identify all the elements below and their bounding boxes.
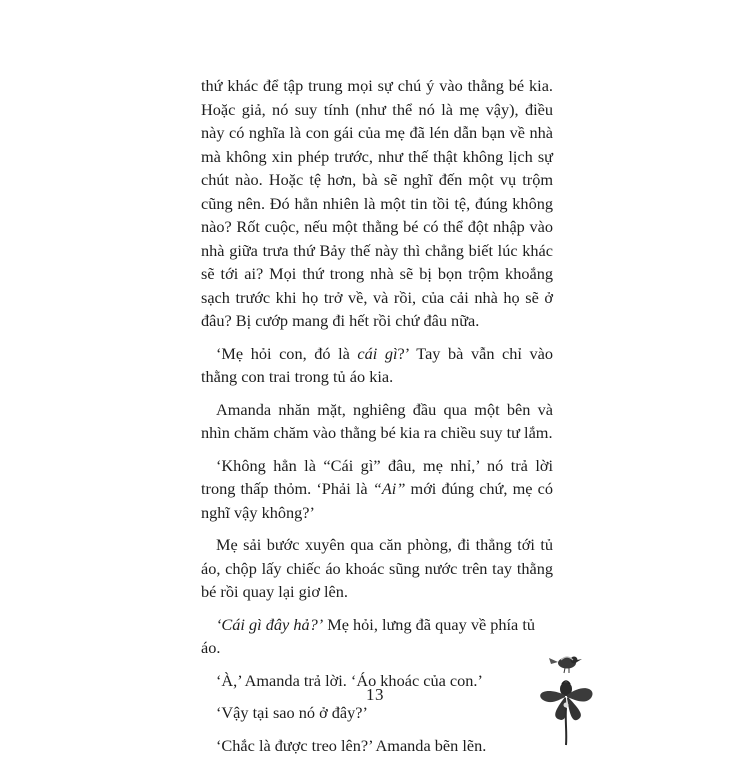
paragraph-6: ‘Cái gì đây hả?’ Mẹ hỏi, lưng đã quay về phía tủ áo.	[201, 614, 536, 657]
paragraph-2: ‘Mẹ hỏi con, đó là cái gì?’ Tay bà vẫn chỉ vào thằng con trai trong tủ áo kia.	[201, 343, 554, 386]
paragraph-5: Mẹ sải bước xuyên qua căn phòng, đi thẳng tới tủ áo, chộp lấy chiếc áo khoác sũng nước trên tay thằng bé rồi quay lại giơ lên.	[201, 535, 553, 601]
paragraph-8: ‘Vậy tại sao nó ở đây?’	[216, 703, 368, 722]
paragraph-9: ‘Chắc là được treo lên?’ Amanda bẽn lẽn.	[216, 735, 487, 755]
paragraph-3: Amanda nhăn mặt, nghiêng đầu qua một bên và nhìn chăm chăm vào thằng bé kia ra chiều suy tư lắm.	[201, 399, 553, 442]
paragraph-4: ‘Không hẳn là “Cái gì” đâu, mẹ nhỉ,’ nó trả lời trong thấp thỏm. ‘Phải là “Ai” mới đúng chứ, mẹ có nghĩ vậy không?’	[201, 455, 554, 522]
body-text	[201, 74, 553, 766]
bird-on-plant-illustration-icon	[525, 650, 625, 750]
page-number: 13	[366, 685, 384, 704]
paragraph-7: ‘À,’ Amanda trả lời. ‘Áo khoác của con.’	[216, 670, 483, 690]
paragraph-1: thứ khác để tập trung mọi sự chú ý vào thằng bé kia. Hoặc giả, nó suy tính (như thể nó là mẹ vậy), điều này có nghĩa là con gái của mẹ đã lén dẫn bạn về nhà mà không xin phép trước, như thế thật không lịch sự chút nào. Hoặc tệ hơn, bà sẽ nghĩ đến một vụ trộm cũng nên. Đó hẳn nhiên là một tin tồi tệ, đúng không nào? Rốt cuộc, nếu một thằng bé có thể đột nhập vào nhà giữa trưa thứ Bảy thế này thì chẳng biết lúc khác sẽ tới ai? Mọi thứ trong nhà sẽ bị bọn trộm khoắng sạch trước khi họ trở về, và rồi, của cải nhà họ sẽ ở đâu? Bị cướp mang đi hết rồi chứ đâu nữa.	[201, 76, 553, 330]
